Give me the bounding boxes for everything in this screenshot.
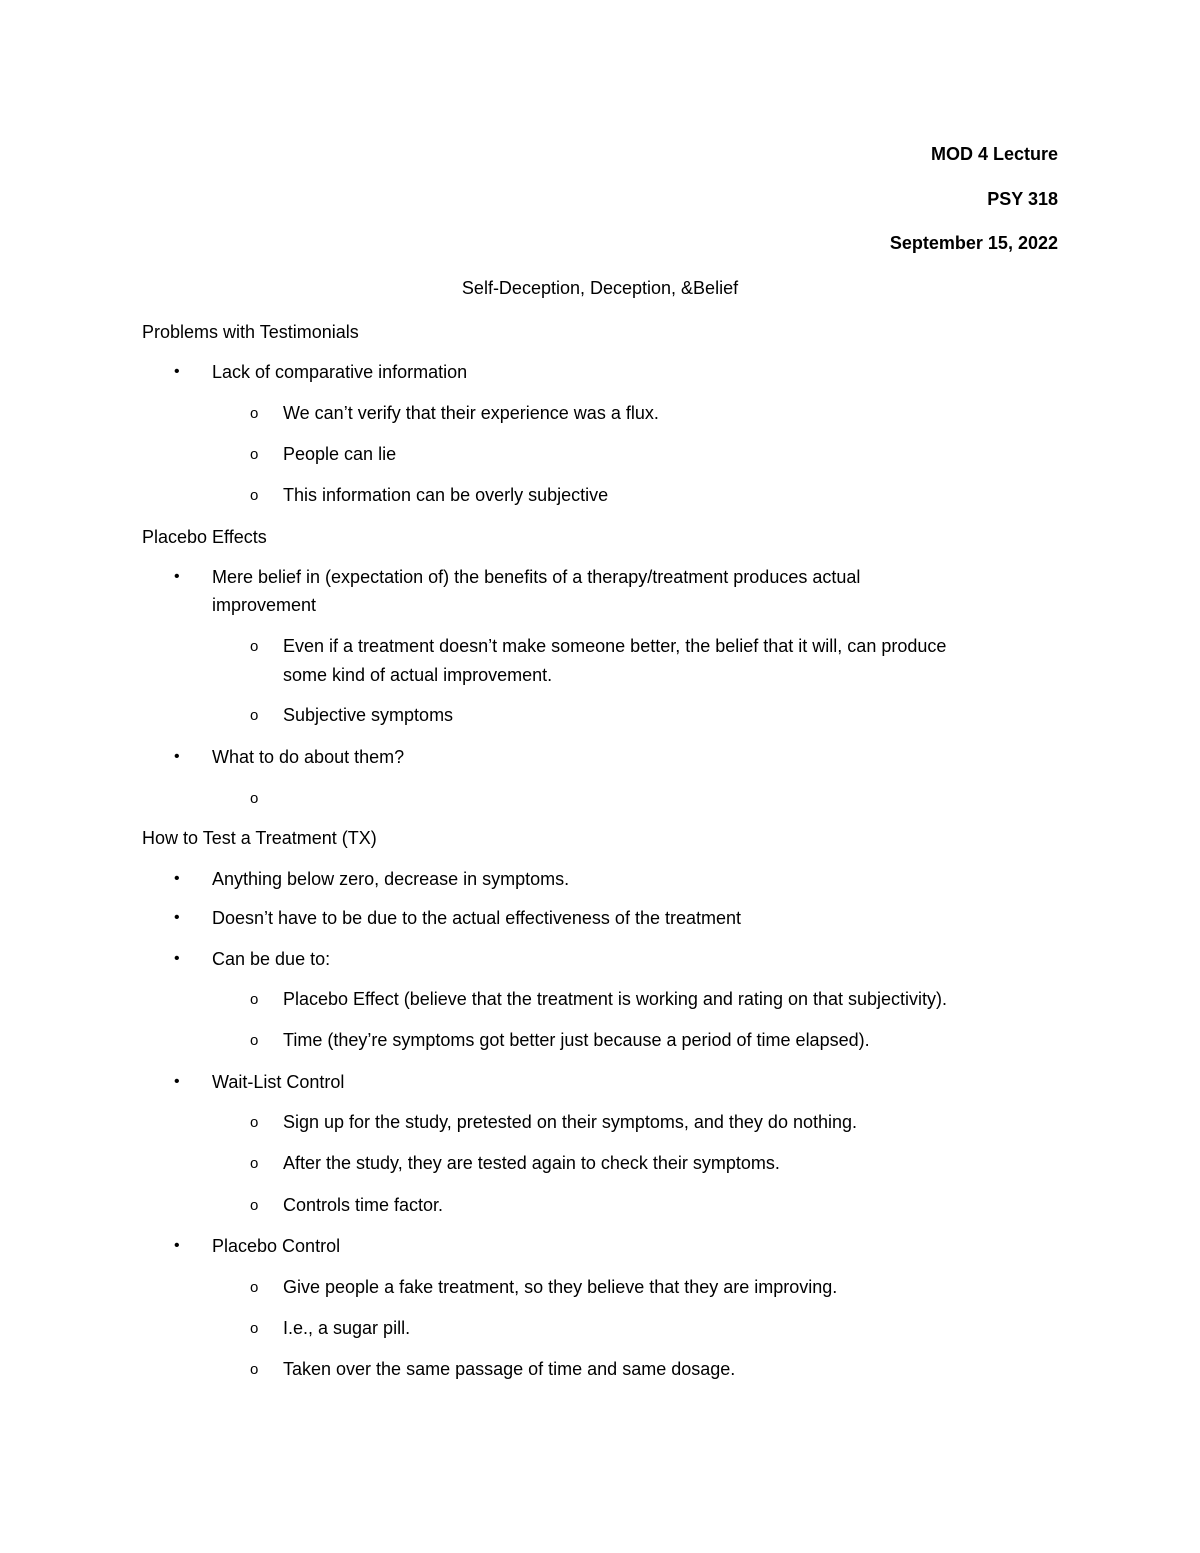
list-item (174, 945, 331, 973)
sub-list-item-text: Controls time factor. (283, 1195, 444, 1215)
list-item (174, 358, 468, 386)
sub-list-item-text: Subjective symptoms (283, 705, 454, 725)
sub-list-item (250, 481, 609, 509)
bullet-icon: • (174, 748, 180, 765)
bullet-icon: • (174, 568, 180, 585)
bullet-icon: • (174, 950, 180, 967)
list-item-text: Doesn’t have to be due to the actual effectiveness of the treatment (212, 908, 742, 928)
sub-bullet-icon: o (250, 1155, 259, 1172)
sub-list-item (250, 1026, 870, 1054)
list-item (174, 1232, 341, 1260)
list-item-text: What to do about them? (212, 747, 405, 767)
course-code: PSY 318 (987, 189, 1058, 209)
sub-bullet-icon: o (250, 487, 259, 504)
list-item (174, 1068, 345, 1096)
sub-list-item (250, 701, 454, 729)
section-heading-test-treatment: How to Test a Treatment (TX) (142, 828, 377, 848)
sub-list-item-text: Even if a treatment doesn’t make someone better, the belief that it will, can produce (283, 636, 947, 656)
list-item (174, 563, 861, 591)
sub-bullet-icon: o (250, 1320, 259, 1337)
bullet-icon: • (174, 1073, 180, 1090)
sub-list-item-text: Placebo Effect (believe that the treatment is working and rating on that subjectivity). (283, 989, 948, 1009)
sub-bullet-icon: o (250, 446, 259, 463)
list-item-text: Placebo Control (212, 1236, 341, 1256)
sub-list-item (250, 1273, 838, 1301)
sub-list-item-text: Taken over the same passage of time and same dosage. (283, 1359, 736, 1379)
sub-list-item (250, 1191, 444, 1219)
sub-bullet-icon: o (250, 707, 259, 724)
sub-bullet-icon: o (250, 1279, 259, 1296)
sub-list-item-text: This information can be overly subjective (283, 485, 609, 505)
list-item (174, 743, 405, 771)
sub-bullet-icon: o (250, 1032, 259, 1049)
sub-list-item (250, 1355, 736, 1383)
section-heading-placebo: Placebo Effects (142, 527, 267, 547)
list-item (174, 904, 742, 932)
bullet-icon: • (174, 363, 180, 380)
list-item (174, 865, 570, 893)
list-item-text: Anything below zero, decrease in symptoms. (212, 869, 570, 889)
sub-bullet-icon: o (250, 790, 259, 807)
sub-bullet-icon: o (250, 1197, 259, 1214)
sub-list-item (250, 399, 659, 427)
sub-bullet-icon: o (250, 991, 259, 1008)
sub-list-item-text: People can lie (283, 444, 397, 464)
sub-bullet-icon: o (250, 1361, 259, 1378)
sub-list-item-text: I.e., a sugar pill. (283, 1318, 411, 1338)
bullet-icon: • (174, 909, 180, 926)
sub-list-item (250, 632, 947, 660)
bullet-icon: • (174, 870, 180, 887)
sub-list-item-text: Sign up for the study, pretested on their symptoms, and they do nothing. (283, 1112, 858, 1132)
section-heading-testimonials: Problems with Testimonials (142, 322, 359, 342)
sub-bullet-icon: o (250, 1114, 259, 1131)
lecture-date: September 15, 2022 (889, 233, 1058, 253)
sub-list-item-text: We can’t verify that their experience was a flux. (283, 403, 659, 423)
sub-list-item (250, 1108, 858, 1136)
sub-list-item (250, 1149, 780, 1177)
sub-list-item (250, 985, 948, 1013)
sub-list-item-continuation: some kind of actual improvement. (283, 665, 553, 685)
list-item-text: Wait-List Control (212, 1072, 345, 1092)
sub-bullet-icon: o (250, 405, 259, 422)
course-title: MOD 4 Lecture (930, 144, 1058, 164)
sub-list-item-text: After the study, they are tested again to check their symptoms. (283, 1153, 780, 1173)
bullet-icon: • (174, 1237, 180, 1254)
list-item-continuation: improvement (212, 595, 317, 615)
sub-list-item (250, 1314, 411, 1342)
sub-list-item-text: Time (they’re symptoms got better just because a period of time elapsed). (283, 1030, 870, 1050)
list-item-text: Lack of comparative information (212, 362, 468, 382)
document-title: Self-Deception, Deception, &Belief (461, 278, 739, 298)
sub-list-item-text: Give people a fake treatment, so they believe that they are improving. (283, 1277, 838, 1297)
list-item-text: Can be due to: (212, 949, 331, 969)
sub-bullet-icon: o (250, 638, 259, 655)
sub-list-item (250, 440, 397, 468)
list-item-text: Mere belief in (expectation of) the benefits of a therapy/treatment produces actual (212, 567, 861, 587)
